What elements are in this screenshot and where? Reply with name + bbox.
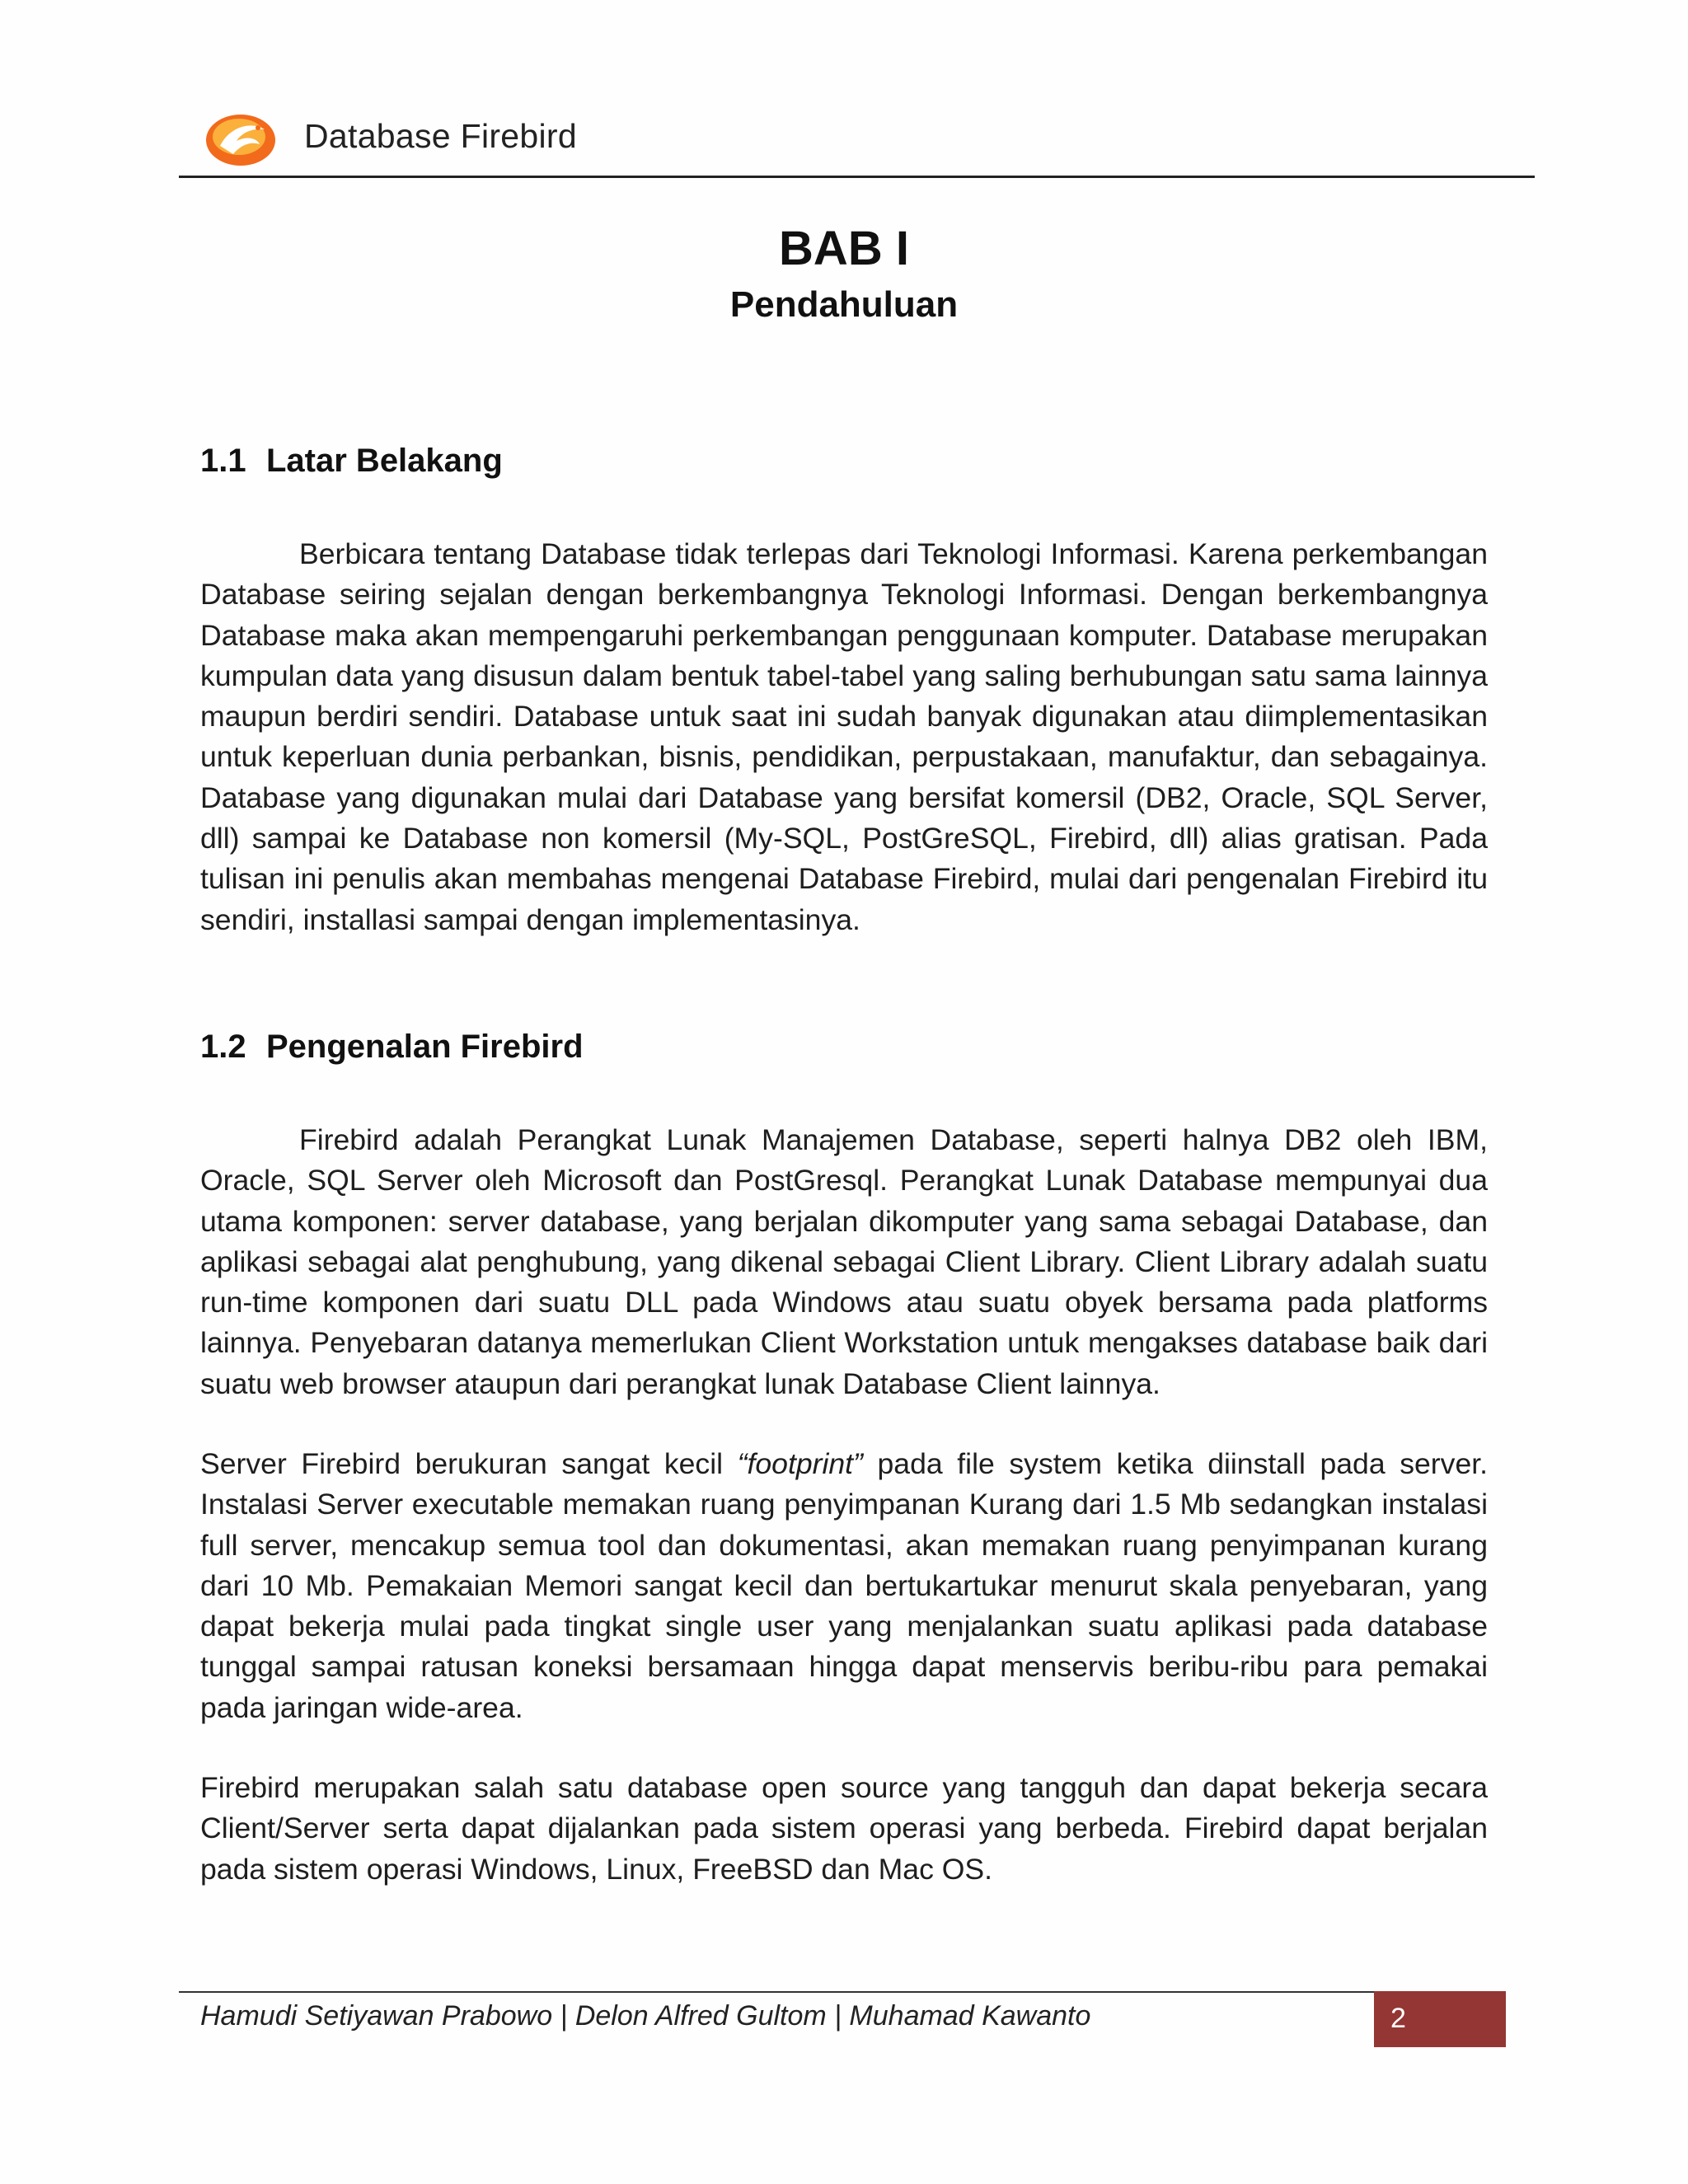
firebird-logo-icon <box>204 110 278 169</box>
page-number-box <box>1374 1991 1506 2047</box>
chapter-title: Pendahuluan <box>729 284 959 325</box>
section-heading-pengenalan-firebird <box>200 1029 584 1066</box>
section-number: 1.2 <box>200 1029 246 1065</box>
section-title: Latar Belakang <box>266 443 503 479</box>
header-divider <box>179 176 1535 178</box>
section-number: 1.1 <box>200 443 246 479</box>
paragraph-firebird-intro: Firebird adalah Perangkat Lunak Manajemen Database, seperti halnya DB2 oleh IBM, Oracle, SQL Server oleh Microsoft dan PostGresql. Perangkat Lunak Database mempunyai dua utama komponen: server database, yang berjalan dikomputer yang sama sebagai Database, dan aplikasi sebagai alat penghubung, yang dikenal sebagai Client Library. Client Library adalah suatu run-time komponen dari suatu DLL pada Windows atau suatu obyek bersama pada platforms lainnya. Penyebaran datanya memerlukan Client Workstation untuk mengakses database baik dari suatu web browser ataupun dari perangkat lunak Database Client lainnya. <box>200 1123 1488 1400</box>
page-header <box>179 105 1535 178</box>
paragraph-latar-belakang: Berbicara tentang Database tidak terlepas dari Teknologi Informasi. Karena perkembangan Database seiring sejalan dengan berkembangnya Teknologi Informasi. Dengan berkembangnya Database maka akan mempengaruhi perkembangan penggunaan komputer. Database merupakan kumpulan data yang disusun dalam bentuk tabel-tabel yang saling berhubungan satu sama lainnya maupun berdiri sendiri. Database untuk saat ini sudah banyak digunakan atau diimplementasikan untuk keperluan dunia perbankan, bisnis, pendidikan, perpustakaan, manufaktur, dan sebagainya. Database yang digunakan mulai dari Database yang bersifat komersil (DB2, Oracle, SQL Server, dll) sampai ke Database non komersil (My-SQL, PostGreSQL, Firebird, dll) alias gratisan. Pada tulisan ini penulis akan membahas mengenai Database Firebird, mulai dari pengenalan Firebird itu sendiri, installasi sampai dengan implementasinya. <box>200 537 1488 936</box>
document-title: Database Firebird <box>304 117 577 155</box>
italic-term: “footprint” <box>737 1447 863 1480</box>
paragraph-firebird-footprint <box>200 1444 1488 1728</box>
chapter-label: BAB I <box>779 222 909 275</box>
page-number: 2 <box>1390 2003 1406 2034</box>
section-heading-latar-belakang <box>200 443 503 480</box>
section-title: Pengenalan Firebird <box>266 1029 584 1065</box>
paragraph-text: pada file system ketika diinstall pada server. Instalasi Server executable memakan ruang penyimpanan Kurang dari 1.5 Mb sedangkan instalasi full server, mencakup semua tool dan dokumentasi, akan memakan ruang penyimpanan kurang dari 10 Mb. Pemakaian Memori sangat kecil dan bertukartukar menurut skala penyebaran, yang dapat bekerja mulai pada tingkat single user yang menjalankan suatu aplikasi pada database tunggal sampai ratusan koneksi bersamaan hingga dapat menservis beribu-ribu para pemakai pada jaringan wide-area. <box>200 1447 1488 1724</box>
paragraph-text: Server Firebird berukuran sangat kecil <box>200 1447 738 1480</box>
footer-authors: Hamudi Setiyawan Prabowo | Delon Alfred Gultom | Muhamad Kawanto <box>200 2000 1091 2032</box>
paragraph-firebird-platforms: Firebird merupakan salah satu database open source yang tangguh dan dapat bekerja secara Client/Server serta dapat dijalankan pada sistem operasi yang berbeda. Firebird dapat berjalan pada sistem operasi Windows, Linux, FreeBSD dan Mac OS. <box>200 1771 1488 1886</box>
footer-divider <box>179 1991 1374 1993</box>
